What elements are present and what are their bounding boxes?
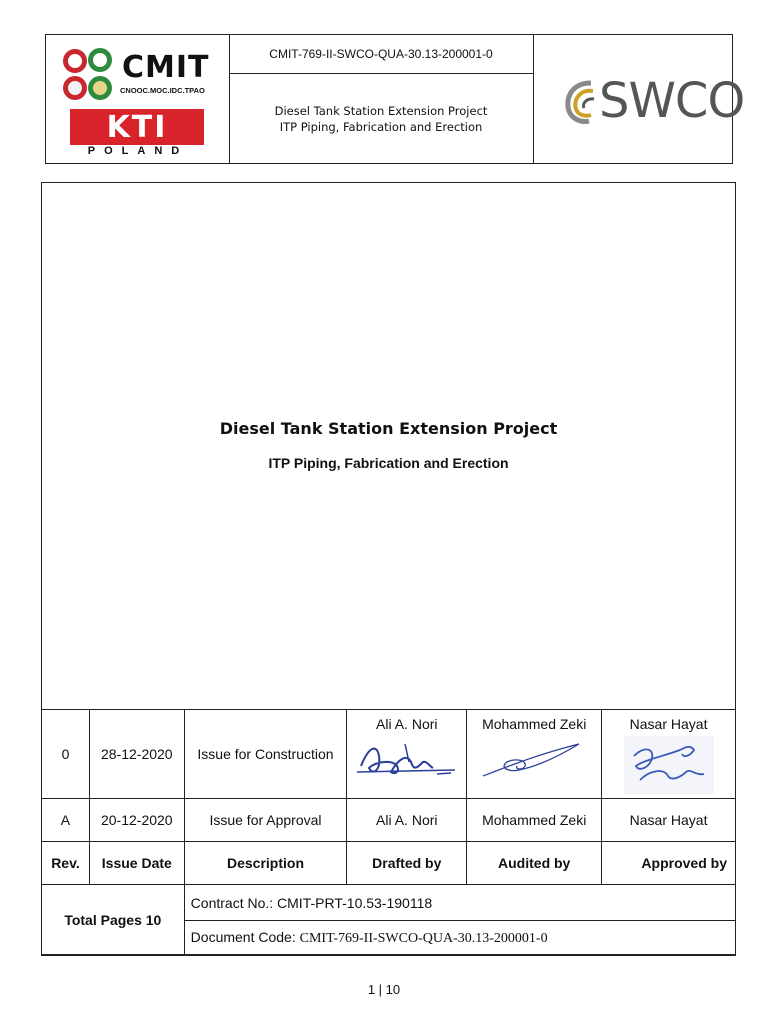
signature-audited-icon [479,736,589,782]
rev-cell: A [42,799,90,842]
cmit-logo-subtext: CNOOC.MOC.IDC.TPAO [120,86,205,95]
swco-logo [561,73,745,129]
column-header-description: Description [184,842,347,885]
total-pages-cell: Total Pages 10 [42,885,185,956]
date-cell: 28-12-2020 [89,710,184,799]
column-header-rev: Rev. [42,842,90,885]
drafted-name: Ali A. Nori [376,716,438,732]
audited-cell: Mohammed Zeki [467,799,602,842]
cover-project-title: Diesel Tank Station Extension Project [219,419,558,438]
document-code-label: Document Code: [190,929,300,945]
revision-table [41,709,736,956]
kti-poland-text: POLAND [87,145,189,157]
column-header-approved: Approved by [602,842,736,885]
cmit-logo [54,42,220,106]
drafted-cell: Ali A. Nori [347,799,467,842]
cover-doc-title: ITP Piping, Fabrication and Erection [268,455,509,471]
header-titles [229,74,533,163]
rev-cell: 0 [42,710,90,799]
table-row [42,885,736,921]
header-doc-title: ITP Piping, Fabrication and Erection [279,119,483,134]
table-row [42,710,736,799]
header-swco-cell [533,35,745,163]
swco-logo-text: SWCO [599,73,745,129]
kti-logo [70,109,204,145]
description-cell: Issue for Approval [184,799,347,842]
table-row [42,799,736,842]
header-project-title: Diesel Tank Station Extension Project [274,103,488,118]
date-cell: 20-12-2020 [89,799,184,842]
document-code-cell [184,921,735,956]
partner-seals-icon [60,46,118,104]
signature-approved-icon [624,736,714,794]
column-header-audited: Audited by [467,842,602,885]
drafted-cell [347,710,467,799]
swco-swirl-icon [561,77,601,127]
description-cell: Issue for Construction [184,710,347,799]
header-title-cell [229,35,534,163]
document-code-value: CMIT-769-II-SWCO-QUA-30.13-200001-0 [299,931,548,946]
column-header-drafted: Drafted by [347,842,467,885]
approved-cell: Nasar Hayat [602,799,736,842]
header-doc-code: CMIT-769-II-SWCO-QUA-30.13-200001-0 [229,35,533,74]
cmit-logo-text: CMIT [122,50,210,85]
table-header-row [42,842,736,885]
audited-cell [467,710,602,799]
header-table [45,34,745,164]
column-header-date: Issue Date [89,842,184,885]
page-number: 1 | 10 [367,982,401,997]
kti-logo-text: KTI [106,110,168,145]
approved-name: Nasar Hayat [629,716,708,732]
signature-drafted-icon [355,736,459,782]
header-logo-cell [46,35,230,163]
approved-cell [602,710,736,799]
audited-name: Mohammed Zeki [482,716,587,732]
contract-number-cell: Contract No.: CMIT-PRT-10.53-190118 [184,885,735,921]
